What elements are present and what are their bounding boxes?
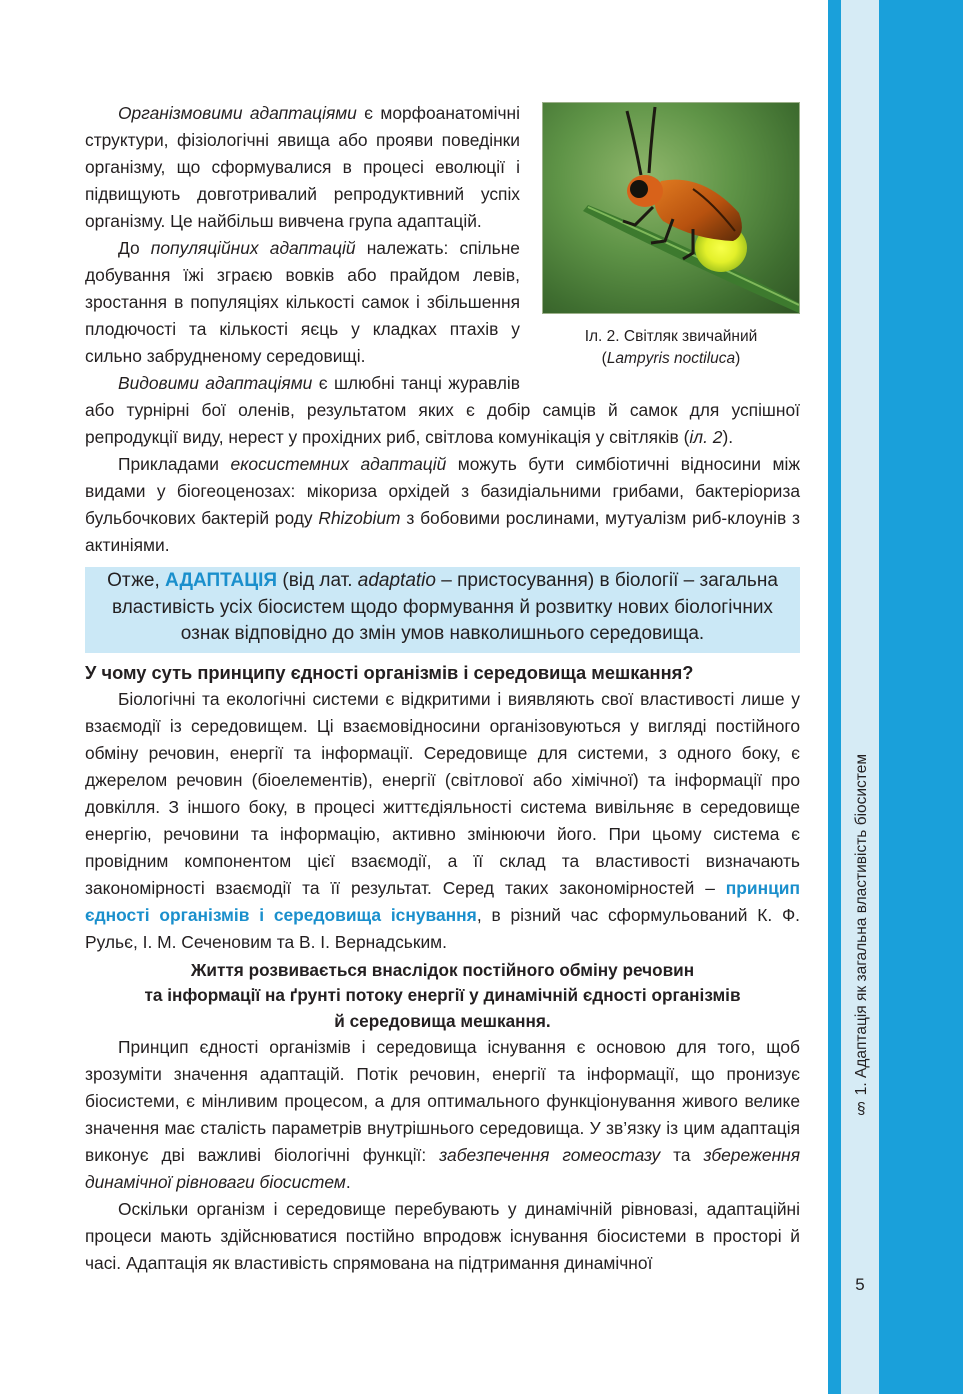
sidebar-stripe-wide: [879, 0, 963, 1394]
principle-line: Життя розвивається внаслідок постійного обміну речовин: [190, 959, 695, 980]
firefly-illustration: [543, 103, 799, 313]
term-species: Видовими адаптаціями: [118, 373, 313, 393]
paragraph-text: можуть бути симбіотичні відносини між видами у біогеоценозах: мікориза орхідей з базидіальними грибами, бактеріориза бульбочкових бактерій роду: [85, 454, 800, 528]
paragraph-open-systems: [85, 686, 800, 956]
paragraph-species: [85, 370, 800, 451]
paragraph-text: з бобовими рослинами, мутуалізм риб-клоунів з актиніями.: [85, 508, 800, 555]
paragraph-adaptation-functions: [85, 1034, 800, 1196]
paragraph-text: , в різний час сформульований К. Ф. Рульє, І. М. Сеченовим та В. І. Вернадським.: [85, 904, 801, 952]
term-ecosystem: екосистемних адаптацій: [230, 454, 447, 474]
page-number: 5: [855, 1275, 865, 1294]
definition-text: – пристосування) в біології – загальна властивість усіх біосистем щодо формування й розвитку нових біологічних ознак відповідно до змін умов навколишнього середовища.: [112, 570, 778, 644]
definition-term: АДАПТАЦІЯ: [165, 570, 278, 591]
paragraph-text: є морфоанатомічні структури, фізіологічні явища або прояви поведінки організму, що сформувалися в процесі еволюції і підвищують довготривалий репродуктивний успіх організму. Це найбільш вивчена група адаптацій.: [85, 103, 520, 231]
paragraph-text: та: [660, 1145, 704, 1165]
definition-latin: adaptatio: [357, 570, 436, 591]
caption-latin-name: Lampyris noctiluca: [606, 350, 736, 367]
paragraph-dynamic-balance: Оскільки організм і середовище перебувають у динамічній рівновазі, адаптаційні процеси мають здійснюватися постійно впродовж існування біосистеми в просторі й часі. Адаптація як властивість спрямована на підтримання динамічної: [85, 1199, 800, 1273]
figure-firefly: [542, 102, 800, 370]
paragraph-text: До: [118, 238, 151, 258]
section-heading: У чому суть принципу єдності організмів і середовища мешкання?: [85, 661, 694, 683]
sidebar-stripe-pale: [841, 0, 879, 1394]
term-organismal: Організмовими адаптаціями: [118, 103, 357, 123]
term-unity-principle: принцип єдності організмів і середовища існування: [85, 877, 800, 925]
caption-title: Іл. 2. Світляк звичайний: [584, 328, 758, 345]
running-head: [848, 745, 876, 1125]
term-dynamic-equilibrium: збереження динамічної рівноваги біосистем: [85, 1145, 801, 1192]
definition-box: [85, 567, 800, 653]
figure-reference: іл. 2: [689, 427, 723, 447]
paragraph-text: є шлюбні танці журавлів або турнірні бої оленів, результатом яких є добір самців й самок для успішної репродукції виду, нерест у прохідних риб, світлова комунікація у світляків (: [85, 373, 800, 447]
definition-text: Отже,: [107, 570, 166, 591]
paragraph-text: Прикладами: [118, 454, 231, 474]
principle-line: й середовища мешкання.: [334, 1010, 551, 1031]
paragraph-ecosystem: [85, 451, 800, 559]
paragraph-text: ).: [722, 427, 734, 447]
running-head-text: § 1. Адаптація як загальна властивість біосистем: [853, 753, 870, 1117]
page-content: [85, 100, 800, 1277]
sidebar-stripe-thin: [828, 0, 841, 1394]
term-population: популяційних адаптацій: [150, 238, 356, 258]
paragraph-text: .: [345, 1172, 351, 1192]
genus-rhizobium: Rhizobium: [318, 508, 401, 528]
paragraph-text: Біологічні та екологічні системи є відкритими і виявляють свої властивості лише у взаємодії із середовищем. Ці взаємовідносини організовуються у вигляді постійного обміну речовин, енергії та інформації. Середовище для системи, з одного боку, є джерелом речовин (біоелементів), енергії (світлової або хімічної) та інформації про довкілля. З іншого боку, в процесі життєдіяльності система вивільняє в середовище енергію, речовини та інформацію, активно змінюючи його. При цьому система є провідним компонентом цієї взаємодії, а її склад та властивості визначають закономірності взаємодії та її результат. Серед таких закономірностей –: [85, 688, 800, 898]
definition-text: (від лат.: [277, 570, 358, 591]
term-homeostasis: забезпечення гомеостазу: [439, 1145, 661, 1165]
paragraph-text: належать: спільне добування їжі зграєю вовків або прайдом левів, зростання в популяціях кількості самок і збільшення плодючості та кількості яєць у кладках птахів у сильно забрудненому середовищі.: [85, 238, 520, 366]
principle-line: та інформації на ґрунті потоку енергії у динамічній єдності організмів: [144, 985, 741, 1005]
paragraph-text: Принцип єдності організмів і середовища існування є основою для того, щоб зрозуміти значення адаптацій. Потік речовин, енергії та інформації, що пронизує біосистеми, є мінливим процесом, а для оптимального функціонування живого велике значення має сталість параметрів внутрішнього середовища. У зв’язку із цим адаптація виконує дві важливі біологічні функції:: [85, 1037, 800, 1165]
figure-caption: Іл. 2. Світляк звичайний (Lampyris noctiluca): [584, 328, 758, 367]
principle-statement: [85, 958, 800, 1035]
firefly-photo: [542, 102, 800, 314]
